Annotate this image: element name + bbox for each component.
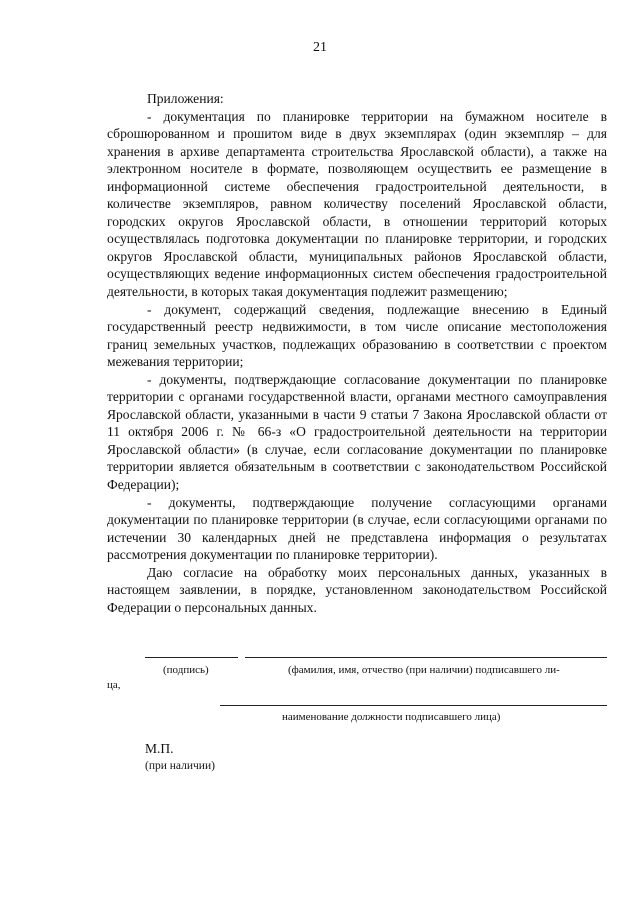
appendix-item-receipt-confirmation: - документы, подтверждающие получение согласующими органами документации по планировке территории (в случае, если согласующими органами по истечении 30 календарных дней не представлена информация о результатах рассмотрения документации по планировке территории). [107, 494, 607, 563]
name-caption: (фамилия, имя, отчество (при наличии) подписавшего ли- [288, 664, 560, 676]
signature-line[interactable] [145, 657, 238, 658]
position-caption: наименование должности подписавшего лица) [282, 711, 501, 723]
stamp-label: М.П. [145, 741, 174, 756]
appendices-heading: Приложения: [147, 91, 224, 106]
page-number: 21 [313, 40, 327, 55]
position-line[interactable] [220, 705, 607, 706]
name-line[interactable] [245, 657, 607, 658]
appendix-item-documentation: - документация по планировке территории на бумажном носителе в сброшюрованном и прошитом виде в двух экземплярах (один экземпляр – для хранения в архиве департамента строительства Ярославской области), а также на электронном носителе в формате, позволяющем осуществить ее размещение в информационной системе обеспечения градостроительной деятельности, в количестве экземпляров, равном количеству поселений Ярославской области, городских округов Ярославской области, в отношении территорий которых осуществлялась подготовка документации по планировке территории, и городских округов Ярославской области, муниципальных районов Ярославской области, осуществляющих ведение информационных систем обеспечения градостроительной деятельности, в которых такая документация подлежит размещению; [107, 108, 607, 300]
appendix-item-registry-info: - документ, содержащий сведения, подлежащие внесению в Единый государственный реестр недвижимости, в том числе описание местоположения границ земельных участков, подлежащих образованию в соответствии с проектом межевания территории; [107, 301, 607, 370]
stamp-note: (при наличии) [145, 760, 215, 772]
signature-caption: (подпись) [163, 664, 209, 676]
personal-data-consent: Даю согласие на обработку моих персональных данных, указанных в настоящем заявлении, в порядке, установленном законодательством Российской Федерации о персональных данных. [107, 564, 607, 615]
name-caption-continuation: ца, [107, 679, 121, 691]
document-body [107, 90, 607, 616]
appendix-item-approvals: - документы, подтверждающие согласование документации по планировке территории с органами государственной власти, органами местного самоуправления Ярославской области, указанными в части 9 статьи 7 Закона Ярославской области от 11 октября 2006 г. № 66-з «О градостроительной деятельности на территории Ярославской области» (в случае, если согласование документации по планировке территории является обязательным в соответствии с законодательством Российской Федерации); [107, 371, 607, 493]
